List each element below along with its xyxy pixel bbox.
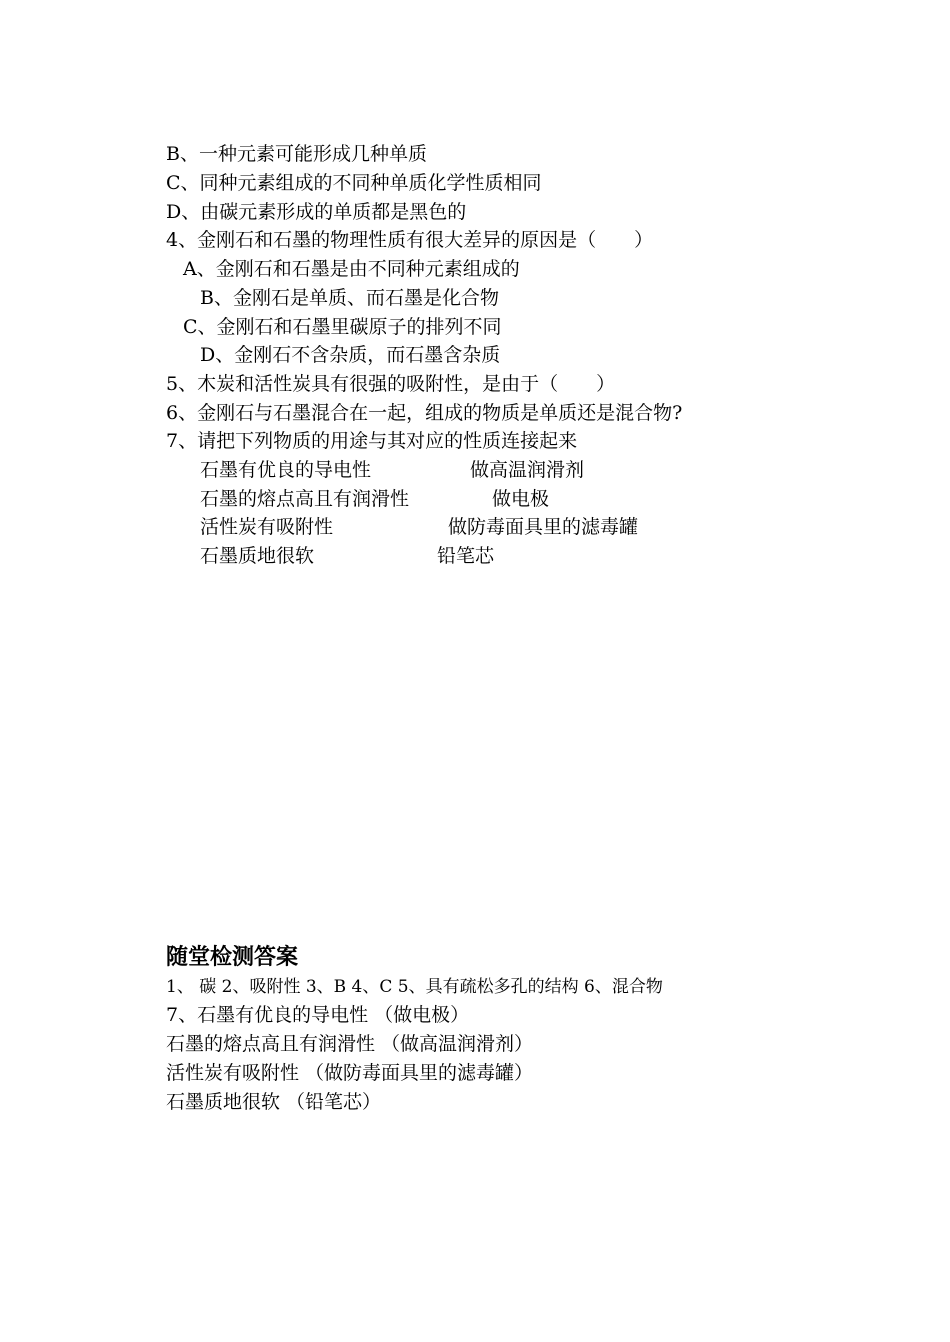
- q4-option-c: C、金刚石和石墨里碳原子的排列不同: [183, 316, 502, 338]
- q7-property-3: 活性炭有吸附性: [200, 516, 334, 538]
- q4-stem: 4、金刚石和石墨的物理性质有很大差异的原因是（ ）: [166, 229, 654, 251]
- q7-property-4: 石墨质地很软: [200, 545, 315, 567]
- q5-stem: 5、木炭和活性炭具有很强的吸附性，是由于（ ）: [166, 373, 616, 395]
- q4-option-b: B、金刚石是单质、而石墨是化合物: [200, 287, 499, 309]
- q7-use-4: 铅笔芯: [437, 545, 495, 567]
- q4-option-d: D、金刚石不含杂质，而石墨含杂质: [200, 344, 501, 366]
- q7-property-2: 石墨的熔点高且有润滑性: [200, 488, 410, 510]
- q7-property-1: 石墨有优良的导电性: [200, 459, 372, 481]
- answers-line-1: 1、 碳 2、吸附性 3、B 4、C 5、具有疏松多孔的结构 6、混合物: [166, 977, 663, 997]
- q7-use-1: 做高温润滑剂: [470, 459, 585, 481]
- q4-option-a: A、金刚石和石墨是由不同种元素组成的: [183, 258, 520, 280]
- answers-line-4: 活性炭有吸附性 （做防毒面具里的滤毒罐）: [166, 1062, 534, 1084]
- answers-title: 随堂检测答案: [166, 945, 299, 970]
- q3-option-b: B、一种元素可能形成几种单质: [166, 143, 427, 165]
- q7-use-2: 做电极: [492, 488, 550, 510]
- answers-line-2: 7、石墨有优良的导电性 （做电极）: [166, 1004, 470, 1026]
- q3-option-c: C、同种元素组成的不同种单质化学性质相同: [166, 172, 542, 194]
- q3-option-d: D、由碳元素形成的单质都是黑色的: [166, 201, 467, 223]
- q7-stem: 7、请把下列物质的用途与其对应的性质连接起来: [166, 430, 578, 452]
- answers-line-5: 石墨质地很软 （铅笔芯）: [166, 1091, 382, 1113]
- q7-use-3: 做防毒面具里的滤毒罐: [448, 516, 639, 538]
- answers-line-3: 石墨的熔点高且有润滑性 （做高温润滑剂）: [166, 1033, 534, 1055]
- q6-stem: 6、金刚石与石墨混合在一起，组成的物质是单质还是混合物?: [166, 402, 683, 424]
